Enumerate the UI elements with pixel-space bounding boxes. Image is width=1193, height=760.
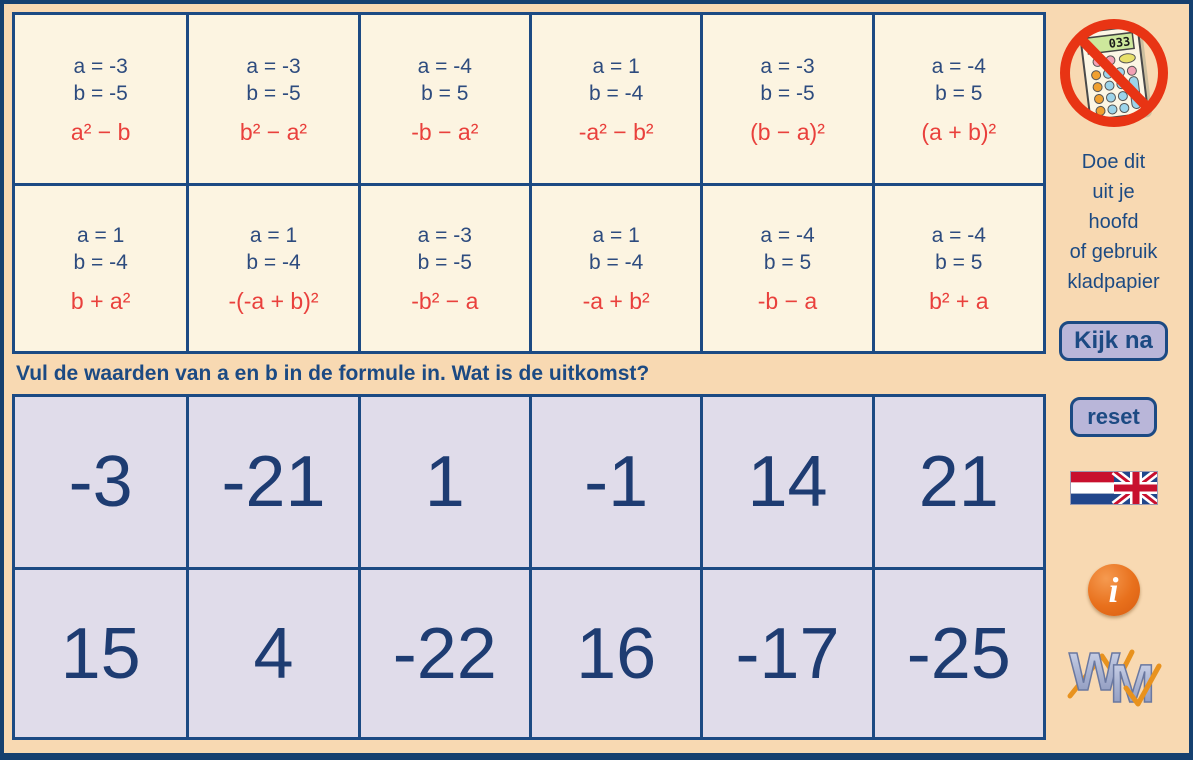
formula-card[interactable] <box>700 15 871 183</box>
info-icon[interactable] <box>1088 564 1140 616</box>
answer-tile[interactable]: -21 <box>186 397 357 567</box>
answer-tile[interactable]: 21 <box>872 397 1043 567</box>
card-formula: a² − b <box>70 118 131 145</box>
logo-letter-w: W <box>1068 642 1120 702</box>
answer-tile[interactable]: 14 <box>700 397 871 567</box>
answer-grid <box>12 394 1046 740</box>
note-line: uit je <box>1092 181 1135 203</box>
answer-tile[interactable]: 15 <box>15 567 186 737</box>
answer-tile[interactable]: -17 <box>700 567 871 737</box>
formula-card[interactable] <box>700 183 871 351</box>
instruction-bar <box>12 354 1046 394</box>
answer-tile[interactable]: -25 <box>872 567 1043 737</box>
card-variable-a: a = -3 <box>246 54 301 78</box>
reset-button[interactable]: reset <box>1070 397 1157 437</box>
card-variable-b: b = -5 <box>760 81 815 105</box>
card-variable-a: a = -3 <box>73 54 128 78</box>
note-line: hoofd <box>1088 211 1139 233</box>
sidebar <box>1046 12 1181 745</box>
card-formula: (a + b)² <box>921 118 997 145</box>
no-calculator-icon <box>1058 16 1170 135</box>
card-variable-b: b = 5 <box>763 251 812 274</box>
card-variable-b: b = -4 <box>73 251 128 274</box>
formula-card[interactable] <box>529 15 700 183</box>
formula-card[interactable] <box>358 15 529 183</box>
formula-card[interactable] <box>15 183 186 351</box>
answer-tile[interactable]: -1 <box>529 397 700 567</box>
card-formula: -a + b² <box>582 288 650 314</box>
card-formula: b² + a <box>929 288 989 314</box>
language-toggle-flag[interactable] <box>1070 471 1158 510</box>
formula-card[interactable] <box>186 183 357 351</box>
formula-card[interactable] <box>872 183 1043 351</box>
check-button[interactable]: Kijk na <box>1059 321 1168 361</box>
formula-grid <box>12 12 1046 354</box>
card-variable-b: b = -5 <box>73 81 128 105</box>
answer-tile[interactable]: 16 <box>529 567 700 737</box>
note-line: of gebruik <box>1069 241 1158 263</box>
main-column <box>12 12 1046 745</box>
answer-tile[interactable]: 4 <box>186 567 357 737</box>
card-formula: -b − a² <box>411 118 479 145</box>
card-variable-a: a = -4 <box>931 224 986 247</box>
card-formula: b + a² <box>70 288 131 314</box>
card-variable-b: b = 5 <box>935 251 983 274</box>
card-formula: -(-a + b)² <box>228 288 319 314</box>
card-variable-b: b = -5 <box>246 81 301 105</box>
card-variable-b: b = 5 <box>421 81 469 105</box>
card-variable-a: a = -4 <box>417 54 472 78</box>
card-formula: b² − a² <box>239 118 308 145</box>
card-formula: (b − a)² <box>750 118 825 145</box>
wm-logo-icon[interactable] <box>1066 630 1162 717</box>
card-variable-a: a = -3 <box>760 54 815 78</box>
note-line: Doe dit <box>1081 151 1146 173</box>
card-variable-b: b = -5 <box>417 251 472 274</box>
card-variable-b: b = 5 <box>935 81 983 105</box>
card-variable-b: b = -4 <box>589 81 644 105</box>
card-variable-a: a = 1 <box>249 224 298 247</box>
answer-tile[interactable]: 1 <box>358 397 529 567</box>
formula-card[interactable] <box>529 183 700 351</box>
logo-letter-m: M <box>1109 654 1155 712</box>
formula-card[interactable] <box>15 15 186 183</box>
formula-card[interactable] <box>872 15 1043 183</box>
formula-card[interactable] <box>358 183 529 351</box>
card-formula: -b − a <box>757 288 818 314</box>
calculator-display: 033 <box>1107 34 1131 51</box>
card-variable-a: a = 1 <box>592 54 640 78</box>
answer-tile[interactable]: -22 <box>358 567 529 737</box>
instruction-text: Vul de waarden van a en b in de formule in. Wat is de uitkomst? <box>16 362 650 385</box>
card-variable-a: a = -4 <box>931 54 986 78</box>
answer-tile[interactable]: -3 <box>15 397 186 567</box>
card-variable-a: a = -4 <box>760 224 815 247</box>
card-variable-a: a = 1 <box>592 224 640 247</box>
note-line: kladpapier <box>1067 271 1160 293</box>
card-variable-b: b = -4 <box>589 251 644 274</box>
info-icon-letter: i <box>1108 570 1119 610</box>
card-variable-a: a = -3 <box>417 224 472 247</box>
card-formula: -a² − b² <box>578 118 654 145</box>
card-variable-a: a = 1 <box>77 224 125 247</box>
card-variable-b: b = -4 <box>246 251 301 274</box>
formula-card[interactable] <box>186 15 357 183</box>
card-formula: -b² − a <box>411 288 479 314</box>
no-calculator-note <box>1067 147 1159 297</box>
